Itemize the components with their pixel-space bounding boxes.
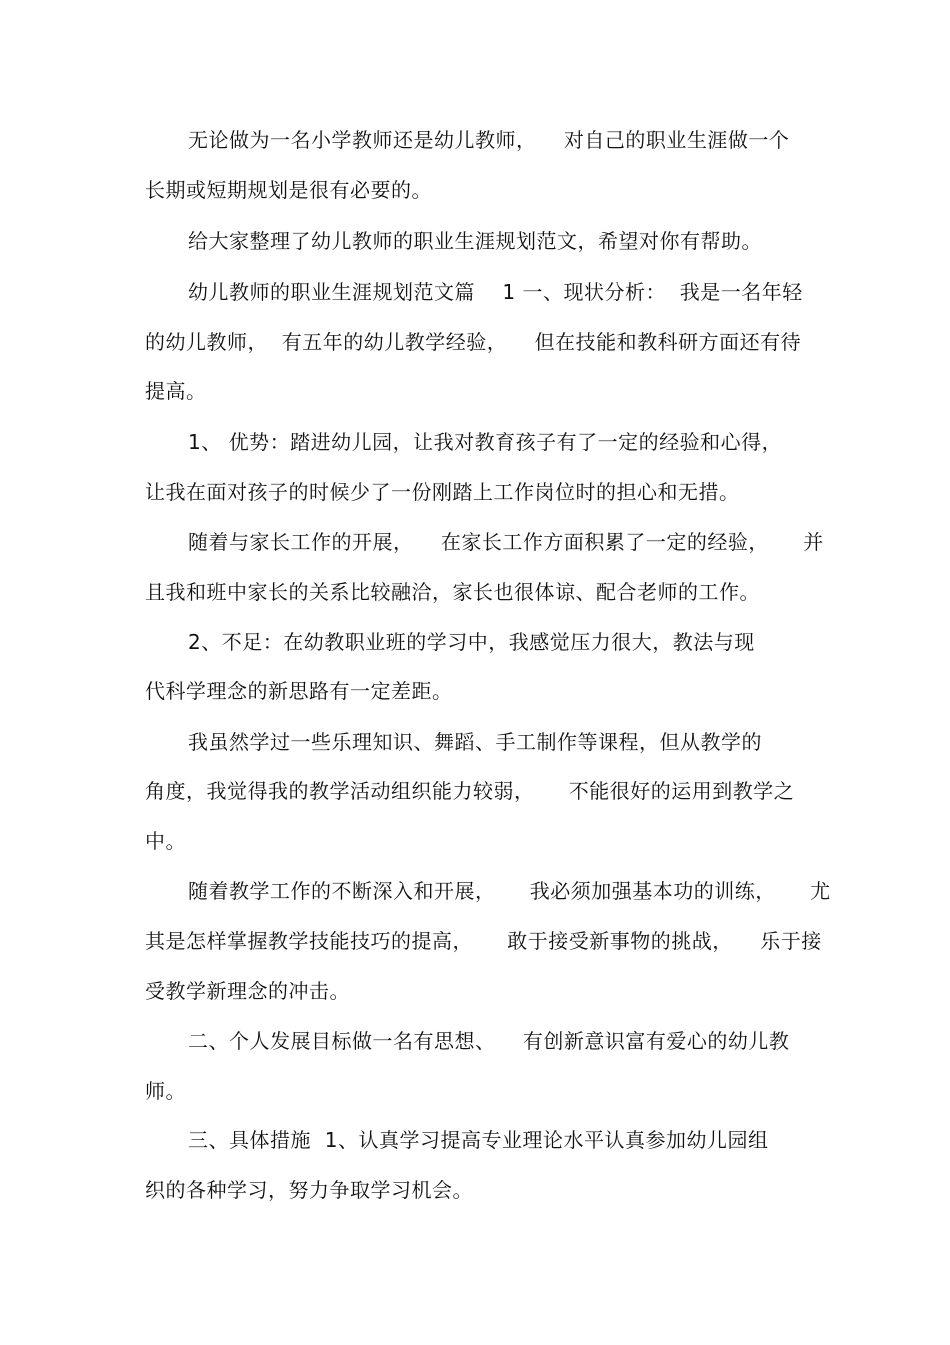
text-line: 的幼儿教师， 有五年的幼儿教学经验， 但在技能和教科研方面还有待: [145, 330, 802, 354]
text-line: 提高。: [145, 379, 207, 403]
text-line: 随着与家长工作的开展， 在家长工作方面积累了一定的经验， 并: [188, 530, 824, 554]
text-line: 三、具体措施 1、认真学习提高专业理论水平认真参加幼儿园组: [188, 1128, 769, 1152]
text-line: 二、个人发展目标做一名有思想、 有创新意识富有爱心的幼儿教: [188, 1029, 790, 1053]
text-line: 师。: [145, 1079, 186, 1103]
text-line: 2、不足：在幼教职业班的学习中，我感觉压力很大，教法与现: [188, 630, 755, 654]
text-line: 角度，我觉得我的教学活动组织能力较弱， 不能很好的运用到教学之: [145, 779, 795, 803]
text-line: 让我在面对孩子的时候少了一份刚踏上工作岗位时的担心和无措。: [145, 480, 740, 504]
text-line: 我虽然学过一些乐理知识、舞蹈、手工制作等课程，但从教学的: [188, 730, 762, 754]
text-line: 幼儿教师的职业生涯规划范文篇 1 一、现状分析： 我是一名年轻: [188, 280, 803, 304]
text-line: 织的各种学习，努力争取学习机会。: [145, 1178, 473, 1202]
text-line: 中。: [145, 829, 186, 853]
text-line: 受教学新理念的冲击。: [145, 979, 350, 1003]
text-line: 代科学理念的新思路有一定差距。: [145, 679, 453, 703]
text-line: 其是怎样掌握教学技能技巧的提高， 敢于接受新事物的挑战， 乐于接: [145, 929, 822, 953]
text-line: 给大家整理了幼儿教师的职业生涯规划范文，希望对你有帮助。: [188, 229, 762, 253]
text-line: 长期或短期规划是很有必要的。: [145, 178, 432, 202]
text-line: 无论做为一名小学教师还是幼儿教师， 对自己的职业生涯做一个: [188, 128, 790, 152]
text-line: 1、 优势：踏进幼儿园，让我对教育孩子有了一定的经验和心得，: [188, 430, 783, 454]
text-line: 且我和班中家长的关系比较融洽，家长也很体谅、配合老师的工作。: [145, 580, 760, 604]
text-line: 随着教学工作的不断深入和开展， 我必须加强基本功的训练， 尤: [188, 879, 831, 903]
